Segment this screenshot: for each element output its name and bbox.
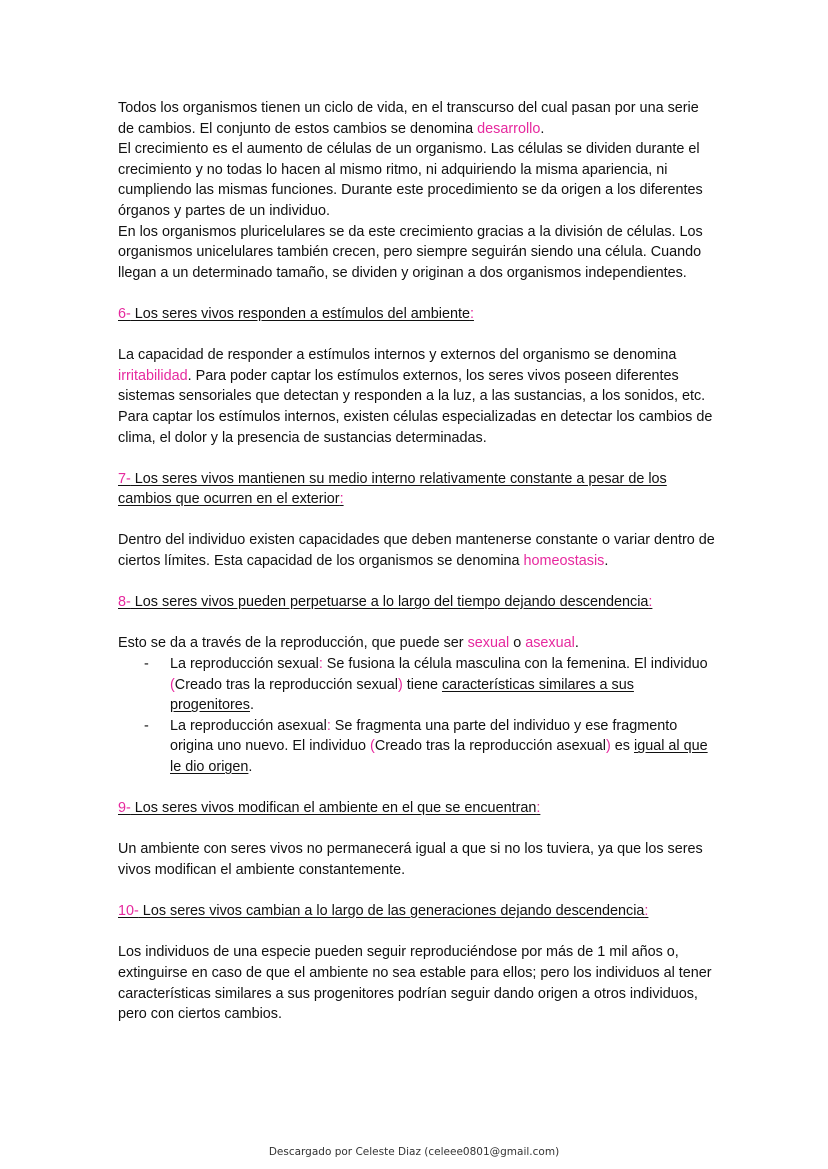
section-title: Los seres vivos cambian a lo largo de las generaciones dejando descendencia	[138, 903, 645, 920]
section-8-intro	[118, 633, 718, 654]
section-colon: :	[469, 305, 474, 322]
section-10-heading	[118, 901, 718, 922]
download-footer: Descargado por Celeste Diaz (celeee0801@gmail.com)	[268, 1146, 560, 1158]
intro-paragraph-1	[118, 98, 718, 139]
section-7-heading	[118, 469, 718, 510]
term-sexual: sexual	[467, 635, 510, 652]
bullet-end: .	[250, 697, 254, 714]
section-9-heading	[118, 798, 718, 819]
body-text: Esto se da a través de la reproducción, que puede ser	[118, 635, 468, 652]
bullet-colon: :	[318, 656, 323, 673]
section-6-heading	[118, 304, 718, 325]
paren-open: (	[370, 738, 375, 755]
section-8-heading	[118, 592, 718, 613]
paren-close: )	[397, 676, 403, 693]
bullet-dash: -	[144, 656, 149, 673]
body-text: La capacidad de responder a estímulos internos y externos del organismo se denomina	[118, 347, 677, 364]
underlined-text: igual al que le dio origen	[170, 738, 708, 775]
section-title: Los seres vivos modifican el ambiente en el que se encuentran	[130, 800, 537, 817]
section-6-body	[118, 345, 718, 448]
document-page	[118, 98, 718, 1025]
term-irritabilidad: irritabilidad	[118, 367, 188, 384]
reproduction-list	[118, 654, 718, 778]
term-asexual: asexual	[525, 635, 575, 652]
section-title: Los seres vivos mantienen su medio interno relativamente constante a pesar de los cambios que ocurren en el exterior	[118, 470, 667, 508]
section-number: 8-	[118, 594, 131, 611]
underlined-text: características similares a sus progenitores	[170, 676, 634, 714]
section-title: Los seres vivos responden a estímulos del ambiente	[130, 305, 470, 322]
section-colon: :	[644, 903, 649, 920]
paren-text: Creado tras la reproducción sexual	[174, 676, 398, 693]
body-text: o	[509, 635, 526, 652]
intro-paragraph-2: El crecimiento es el aumento de células de un organismo. Las células se dividen durante el crecimiento y no todas lo hacen al mismo ritmo, ni adquiriendo la misma apariencia, ni cumpliendo las mismas funciones. Durante este procedimiento se da origen a los diferentes órganos y partes de un individuo.	[118, 141, 703, 219]
section-number: 10-	[118, 903, 139, 920]
bullet-colon: :	[326, 717, 331, 734]
term-homeostasis: homeostasis	[523, 553, 605, 570]
body-text: Dentro del individuo existen capacidades que deben mantenerse constante o variar dentro de ciertos límites. Esta capacidad de los organismos se denomina	[118, 532, 715, 570]
section-number: 9-	[118, 800, 131, 817]
section-colon: :	[536, 800, 541, 817]
list-item-sexual	[118, 654, 718, 716]
section-number: 7-	[118, 470, 131, 487]
section-colon: :	[339, 491, 344, 508]
intro-end: .	[540, 120, 545, 137]
paren-text: Creado tras la reproducción asexual	[374, 738, 606, 755]
term-desarrollo: desarrollo	[477, 120, 541, 137]
bullet-dash: -	[144, 717, 149, 734]
body-end: .	[604, 553, 609, 570]
intro-paragraph-3: En los organismos pluricelulares se da este crecimiento gracias a la división de células. Los organismos unicelulares también crecen, pero siempre seguirán siendo una célula. Cuando llegan a un determinado tamaño, se dividen y originan a dos organismos independientes.	[118, 223, 703, 281]
body-end: .	[574, 635, 579, 652]
intro-text: Todos los organismos tienen un ciclo de vida, en el transcurso del cual pasan por una serie de cambios. El conjunto de estos cambios se denomina	[118, 100, 699, 137]
paren-open: (	[170, 676, 175, 693]
section-number: 6-	[118, 305, 131, 322]
paren-close: )	[606, 738, 611, 755]
bullet-text: Se fusiona la célula masculina con la femenina. El individuo	[322, 656, 708, 673]
bullet-end: .	[248, 759, 253, 775]
section-7-body	[118, 530, 718, 571]
bullet-text: tiene	[402, 676, 442, 693]
section-10-body: Los individuos de una especie pueden seguir reproduciéndose por más de 1 mil años o, extinguirse en caso de que el ambiente no sea estable para ellos; pero los individuos al tener características similares a sus progenitores podrían seguir dando origen a otros individuos, pero con ciertos cambios.	[118, 944, 712, 1023]
bullet-label: La reproducción asexual	[170, 717, 327, 734]
section-colon: :	[648, 594, 653, 611]
list-item-asexual	[118, 716, 718, 778]
bullet-text: Se fragmenta una parte del individuo y ese fragmento origina uno nuevo. El individuo	[170, 717, 678, 755]
bullet-text: es	[610, 738, 634, 755]
body-text: . Para poder captar los estímulos externos, los seres vivos poseen diferentes sistemas sensoriales que detectan y responden a la luz, a las sustancias, a los sonidos, etc. Para captar los estímulos internos, existen células especializadas en detectar los cambios de clima, el dolor y la presencia de sustancias determinadas.	[118, 367, 713, 446]
bullet-label: La reproducción sexual	[170, 656, 319, 673]
section-title: Los seres vivos pueden perpetuarse a lo largo del tiempo dejando descendencia	[130, 594, 649, 611]
section-9-body: Un ambiente con seres vivos no permanecerá igual a que si no los tuviera, ya que los seres vivos modifican el ambiente constantemente.	[118, 841, 703, 878]
